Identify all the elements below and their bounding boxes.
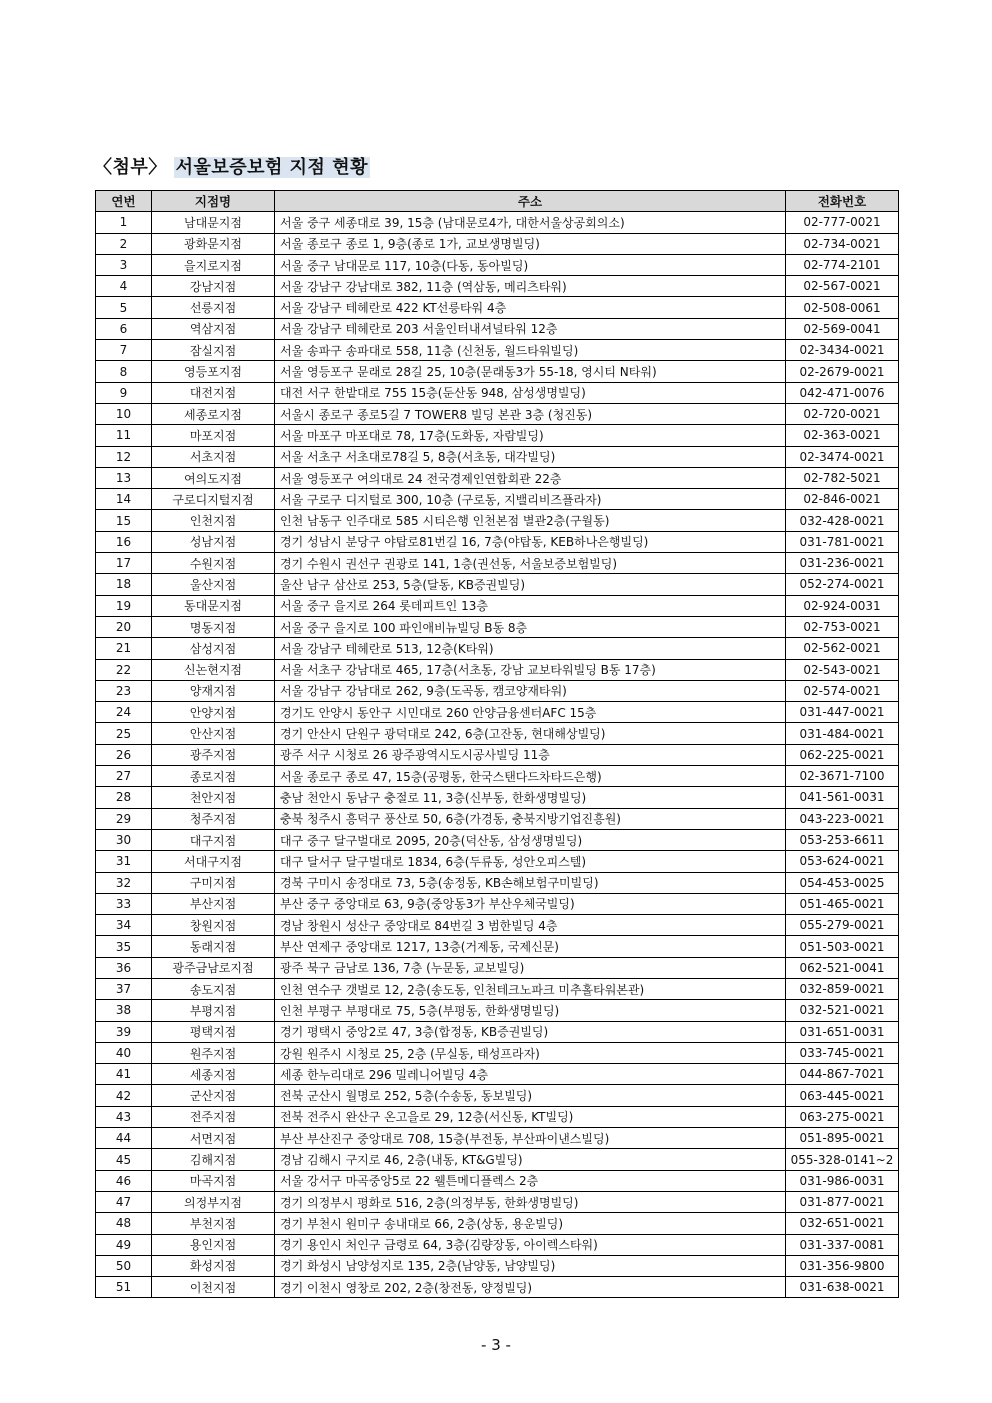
table-row [96,872,899,893]
row-number: 38 [96,1000,152,1021]
table-row [96,1106,899,1127]
table-row [96,446,899,467]
branch-phone: 02-3671-7100 [786,766,899,787]
row-number: 9 [96,382,152,403]
branch-phone: 032-521-0021 [786,1000,899,1021]
branch-name: 대전지점 [152,382,275,403]
table-row [96,297,899,318]
branch-address: 경남 창원시 성산구 중앙대로 84번길 3 범한빌딩 4층 [275,915,786,936]
table-row [96,1277,899,1298]
branch-phone: 032-651-0021 [786,1213,899,1234]
branch-address: 대구 중구 달구벌대로 2095, 20층(덕산동, 삼성생명빌딩) [275,829,786,850]
row-number: 37 [96,978,152,999]
branch-address: 서울 강남구 테헤란로 513, 12층(K타워) [275,638,786,659]
branch-name: 인천지점 [152,510,275,531]
branch-name: 마곡지점 [152,1170,275,1191]
row-number: 2 [96,233,152,254]
row-number: 7 [96,340,152,361]
branch-phone: 02-720-0021 [786,403,899,424]
branch-name: 광주지점 [152,744,275,765]
branch-address: 서울 서초구 서초대로78길 5, 8층(서초동, 대각빌딩) [275,446,786,467]
table-row [96,1234,899,1255]
branch-address: 서울 강남구 테헤란로 422 KT선릉타워 4층 [275,297,786,318]
row-number: 6 [96,318,152,339]
branch-name: 동대문지점 [152,595,275,616]
table-header-row [96,191,899,212]
table-row [96,574,899,595]
branch-address: 세종 한누리대로 296 밀레니어빌딩 4층 [275,1064,786,1085]
row-number: 16 [96,531,152,552]
branch-name: 여의도지점 [152,467,275,488]
table-row [96,702,899,723]
branch-address: 서울시 종로구 종로5길 7 TOWER8 빌딩 본관 3층 (청진동) [275,403,786,424]
row-number: 21 [96,638,152,659]
branch-name: 부평지점 [152,1000,275,1021]
table-row [96,340,899,361]
table-row [96,553,899,574]
branch-name: 세종로지점 [152,403,275,424]
branch-name: 울산지점 [152,574,275,595]
branch-name: 성남지점 [152,531,275,552]
table-row [96,1000,899,1021]
table-body [96,212,899,1298]
branch-name: 서대구지점 [152,851,275,872]
branch-address: 경기 부천시 원미구 송내대로 66, 2층(상동, 용운빌딩) [275,1213,786,1234]
branch-name: 수원지점 [152,553,275,574]
branch-address: 서울 중구 세종대로 39, 15층 (남대문로4가, 대한서울상공회의소) [275,212,786,233]
branch-phone: 054-453-0025 [786,872,899,893]
header-number: 연번 [96,191,152,212]
branch-phone: 02-924-0031 [786,595,899,616]
branch-name: 구미지점 [152,872,275,893]
branch-phone: 031-638-0021 [786,1277,899,1298]
branch-name: 신논현지점 [152,659,275,680]
branch-address: 대구 달서구 달구벌대로 1834, 6층(두류동, 성안오피스텔) [275,851,786,872]
row-number: 49 [96,1234,152,1255]
table-row [96,467,899,488]
row-number: 13 [96,467,152,488]
branch-phone: 02-543-0021 [786,659,899,680]
table-row [96,744,899,765]
branch-phone: 02-508-0061 [786,297,899,318]
branch-name: 구로디지털지점 [152,489,275,510]
row-number: 27 [96,766,152,787]
branch-name: 남대문지점 [152,212,275,233]
header-branch-name: 지점명 [152,191,275,212]
table-row [96,595,899,616]
branch-phone: 052-274-0021 [786,574,899,595]
branch-name: 을지로지점 [152,254,275,275]
branch-phone: 044-867-7021 [786,1064,899,1085]
branch-phone: 02-782-5021 [786,467,899,488]
branch-address: 서울 중구 을지로 264 롯데피트인 13층 [275,595,786,616]
row-number: 15 [96,510,152,531]
branch-address: 강원 원주시 시청로 25, 2층 (무실동, 태성프라자) [275,1042,786,1063]
branch-name: 양재지점 [152,680,275,701]
table-row [96,382,899,403]
row-number: 17 [96,553,152,574]
branch-name: 동래지점 [152,936,275,957]
branch-name: 영등포지점 [152,361,275,382]
table-row [96,233,899,254]
branch-address: 대전 서구 한밭대로 755 15층(둔산동 948, 삼성생명빌딩) [275,382,786,403]
branch-phone: 031-356-9800 [786,1255,899,1276]
branch-address: 전북 전주시 완산구 온고을로 29, 12층(서신동, KT빌딩) [275,1106,786,1127]
branch-phone: 051-895-0021 [786,1128,899,1149]
branch-address: 충북 청주시 흥덕구 풍산로 50, 6층(가경동, 충북지방기업진흥원) [275,808,786,829]
title-prefix: 〈첨부〉 [94,157,167,178]
branch-phone: 02-3474-0021 [786,446,899,467]
row-number: 10 [96,403,152,424]
branch-address: 전북 군산시 월명로 252, 5층(수송동, 동보빌딩) [275,1085,786,1106]
branch-phone: 031-447-0021 [786,702,899,723]
branch-name: 서초지점 [152,446,275,467]
row-number: 18 [96,574,152,595]
row-number: 28 [96,787,152,808]
branch-address: 서울 중구 남대문로 117, 10층(다동, 동아빌딩) [275,254,786,275]
branch-address: 서울 서초구 강남대로 465, 17층(서초동, 강남 교보타워빌딩 B동 17층) [275,659,786,680]
row-number: 47 [96,1191,152,1212]
branch-name: 광화문지점 [152,233,275,254]
table-row [96,936,899,957]
branch-address: 경기도 안양시 동안구 시민대로 260 안양금융센터AFC 15층 [275,702,786,723]
row-number: 40 [96,1042,152,1063]
row-number: 36 [96,957,152,978]
table-row [96,212,899,233]
branch-phone: 02-363-0021 [786,425,899,446]
branch-name: 대구지점 [152,829,275,850]
branch-address: 인천 연수구 갯벌로 12, 2층(송도동, 인천테크노파크 미추홀타워본관) [275,978,786,999]
branch-phone: 02-753-0021 [786,616,899,637]
branch-phone: 031-236-0021 [786,553,899,574]
branch-phone: 043-223-0021 [786,808,899,829]
branch-name: 안양지점 [152,702,275,723]
branch-address: 충남 천안시 동남구 충절로 11, 3층(신부동, 한화생명빌딩) [275,787,786,808]
row-number: 44 [96,1128,152,1149]
table-row [96,489,899,510]
branch-phone: 063-445-0021 [786,1085,899,1106]
row-number: 43 [96,1106,152,1127]
branch-name: 역삼지점 [152,318,275,339]
table-row [96,851,899,872]
branch-phone: 031-781-0021 [786,531,899,552]
row-number: 14 [96,489,152,510]
row-number: 39 [96,1021,152,1042]
branch-phone: 033-745-0021 [786,1042,899,1063]
branch-phone: 032-859-0021 [786,978,899,999]
branch-address: 경기 안산시 단원구 광덕대로 242, 6층(고잔동, 현대해상빌딩) [275,723,786,744]
row-number: 11 [96,425,152,446]
table-row [96,616,899,637]
row-number: 4 [96,276,152,297]
branch-address: 경기 용인시 처인구 금령로 64, 3층(김량장동, 아이렉스타워) [275,1234,786,1255]
table-row [96,978,899,999]
branch-phone: 031-877-0021 [786,1191,899,1212]
branch-address: 경기 화성시 남양성지로 135, 2층(남양동, 남양빌딩) [275,1255,786,1276]
branch-name: 서면지점 [152,1128,275,1149]
table-row [96,808,899,829]
row-number: 51 [96,1277,152,1298]
branch-phone: 02-734-0021 [786,233,899,254]
branch-phone: 031-337-0081 [786,1234,899,1255]
table-row [96,915,899,936]
row-number: 1 [96,212,152,233]
row-number: 5 [96,297,152,318]
branch-address: 경기 의정부시 평화로 516, 2층(의정부동, 한화생명빌딩) [275,1191,786,1212]
branch-address: 서울 송파구 송파대로 558, 11층 (신천동, 월드타워빌딩) [275,340,786,361]
table-row [96,957,899,978]
branch-address: 서울 종로구 종로 47, 15층(공평동, 한국스탠다드차타드은행) [275,766,786,787]
table-row [96,1213,899,1234]
branch-address: 서울 강남구 테헤란로 203 서울인터내셔널타워 12층 [275,318,786,339]
table-row [96,723,899,744]
branch-address: 서울 강서구 마곡중앙5로 22 웰튼메디플렉스 2층 [275,1170,786,1191]
branch-address: 부산 연제구 중앙대로 1217, 13층(거제동, 국제신문) [275,936,786,957]
table-row [96,829,899,850]
branch-address: 광주 서구 시청로 26 광주광역시도시공사빌딩 11층 [275,744,786,765]
table-row [96,510,899,531]
branch-phone: 031-651-0031 [786,1021,899,1042]
branch-name: 청주지점 [152,808,275,829]
page-number: - 3 - [481,1336,511,1354]
title-main: 서울보증보험 지점 현황 [175,157,368,178]
branch-phone: 031-484-0021 [786,723,899,744]
row-number: 19 [96,595,152,616]
branch-name: 잠실지점 [152,340,275,361]
branch-phone: 062-521-0041 [786,957,899,978]
row-number: 50 [96,1255,152,1276]
branch-address: 서울 구로구 디지털로 300, 10층 (구로동, 지밸리비즈플라자) [275,489,786,510]
row-number: 12 [96,446,152,467]
table-row [96,1170,899,1191]
branch-name: 광주금남로지점 [152,957,275,978]
branch-phone: 051-465-0021 [786,893,899,914]
branch-name: 이천지점 [152,1277,275,1298]
table-row [96,766,899,787]
branch-name: 강남지점 [152,276,275,297]
row-number: 23 [96,680,152,701]
branch-address: 서울 영등포구 문래로 28길 25, 10층(문래동3가 55-18, 영시티 N타워) [275,361,786,382]
branch-phone: 02-2679-0021 [786,361,899,382]
branch-address: 경기 이천시 영창로 202, 2층(창전동, 양정빌딩) [275,1277,786,1298]
document-title [94,153,370,179]
branch-phone: 02-777-0021 [786,212,899,233]
branch-name: 화성지점 [152,1255,275,1276]
branch-phone: 031-986-0031 [786,1170,899,1191]
branch-phone: 055-279-0021 [786,915,899,936]
branch-address: 경북 구미시 송정대로 73, 5층(송정동, KB손해보험구미빌딩) [275,872,786,893]
branch-name: 삼성지점 [152,638,275,659]
branch-address: 경기 성남시 분당구 야탑로81번길 16, 7층(야탑동, KEB하나은행빌딩) [275,531,786,552]
table-row [96,361,899,382]
row-number: 30 [96,829,152,850]
row-number: 45 [96,1149,152,1170]
row-number: 29 [96,808,152,829]
table-row [96,1085,899,1106]
branch-phone: 051-503-0021 [786,936,899,957]
table-row [96,659,899,680]
branch-phone: 041-561-0031 [786,787,899,808]
branch-address: 경남 김해시 구지로 46, 2층(내동, KT&G빌딩) [275,1149,786,1170]
branch-phone: 032-428-0021 [786,510,899,531]
branch-name: 평택지점 [152,1021,275,1042]
row-number: 24 [96,702,152,723]
row-number: 34 [96,915,152,936]
table-row [96,276,899,297]
branch-name: 전주지점 [152,1106,275,1127]
branch-phone: 063-275-0021 [786,1106,899,1127]
branch-name: 안산지점 [152,723,275,744]
table-row [96,1255,899,1276]
table-row [96,1021,899,1042]
branch-phone: 053-624-0021 [786,851,899,872]
table-row [96,1128,899,1149]
header-phone: 전화번호 [786,191,899,212]
row-number: 33 [96,893,152,914]
branch-name: 명동지점 [152,616,275,637]
branch-table [95,190,899,1298]
branch-name: 천안지점 [152,787,275,808]
table-row [96,1064,899,1085]
branch-phone: 02-3434-0021 [786,340,899,361]
row-number: 35 [96,936,152,957]
table-row [96,1042,899,1063]
branch-address: 인천 남동구 인주대로 585 시티은행 인천본점 별관2층(구월동) [275,510,786,531]
branch-name: 송도지점 [152,978,275,999]
branch-address: 부산 부산진구 중앙대로 708, 15층(부전동, 부산파이낸스빌딩) [275,1128,786,1149]
row-number: 3 [96,254,152,275]
branch-name: 창원지점 [152,915,275,936]
header-address: 주소 [275,191,786,212]
table-row [96,254,899,275]
branch-address: 부산 중구 중앙대로 63, 9층(중앙동3가 부산우체국빌딩) [275,893,786,914]
row-number: 46 [96,1170,152,1191]
branch-name: 종로지점 [152,766,275,787]
branch-name: 세종지점 [152,1064,275,1085]
table-row [96,1191,899,1212]
branch-name: 김해지점 [152,1149,275,1170]
row-number: 42 [96,1085,152,1106]
table-row [96,318,899,339]
branch-phone: 053-253-6611 [786,829,899,850]
branch-phone: 042-471-0076 [786,382,899,403]
row-number: 26 [96,744,152,765]
branch-phone: 02-569-0041 [786,318,899,339]
branch-name: 선릉지점 [152,297,275,318]
branch-address: 서울 강남구 강남대로 382, 11층 (역삼동, 메리츠타워) [275,276,786,297]
row-number: 31 [96,851,152,872]
row-number: 48 [96,1213,152,1234]
table-row [96,638,899,659]
row-number: 20 [96,616,152,637]
table-row [96,787,899,808]
branch-name: 의정부지점 [152,1191,275,1212]
table-row [96,403,899,424]
branch-address: 경기 수원시 권선구 권광로 141, 1층(권선동, 서울보증보험빌딩) [275,553,786,574]
branch-address: 서울 마포구 마포대로 78, 17층(도화동, 자람빌딩) [275,425,786,446]
branch-name: 용인지점 [152,1234,275,1255]
row-number: 32 [96,872,152,893]
row-number: 8 [96,361,152,382]
branch-name: 부산지점 [152,893,275,914]
branch-address: 서울 중구 을지로 100 파인애비뉴빌딩 B동 8층 [275,616,786,637]
table-row [96,425,899,446]
branch-name: 원주지점 [152,1042,275,1063]
branch-name: 부천지점 [152,1213,275,1234]
branch-phone: 055-328-0141~2 [786,1149,899,1170]
branch-phone: 02-774-2101 [786,254,899,275]
branch-address: 인천 부평구 부평대로 75, 5층(부평동, 한화생명빌딩) [275,1000,786,1021]
branch-address: 서울 강남구 강남대로 262, 9층(도곡동, 캠코양재타워) [275,680,786,701]
branch-phone: 02-562-0021 [786,638,899,659]
branch-phone: 02-846-0021 [786,489,899,510]
branch-address: 울산 남구 삼산로 253, 5층(달동, KB증권빌딩) [275,574,786,595]
branch-name: 군산지점 [152,1085,275,1106]
branch-phone: 02-567-0021 [786,276,899,297]
branch-address: 서울 영등포구 여의대로 24 전국경제인연합회관 22층 [275,467,786,488]
table-row [96,1149,899,1170]
branch-address: 경기 평택시 중앙2로 47, 3층(합정동, KB증권빌딩) [275,1021,786,1042]
row-number: 41 [96,1064,152,1085]
branch-address: 서울 종로구 종로 1, 9층(종로 1가, 교보생명빌딩) [275,233,786,254]
branch-name: 마포지점 [152,425,275,446]
branch-phone: 062-225-0021 [786,744,899,765]
branch-address: 광주 북구 금남로 136, 7층 (누문동, 교보빌딩) [275,957,786,978]
row-number: 22 [96,659,152,680]
table-row [96,893,899,914]
table-row [96,531,899,552]
branch-phone: 02-574-0021 [786,680,899,701]
row-number: 25 [96,723,152,744]
table-row [96,680,899,701]
